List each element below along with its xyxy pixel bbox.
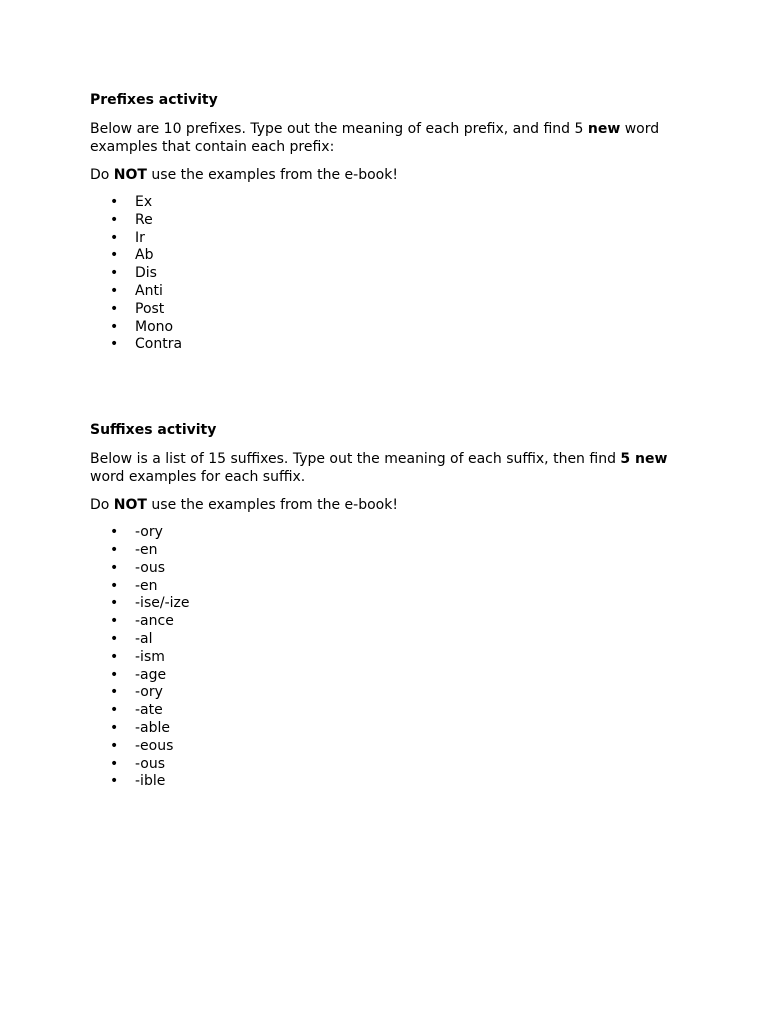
bullet-icon: • [110, 194, 119, 210]
suffixes-note [90, 496, 680, 514]
list-item [90, 702, 680, 720]
list-item [90, 212, 680, 230]
list-item [90, 649, 680, 667]
bullet-icon: • [110, 265, 119, 282]
bullet-icon: • [110, 719, 119, 736]
list-item-text: -ance [135, 613, 174, 630]
list-item [90, 684, 680, 702]
list-item-text: -ous [135, 559, 166, 576]
bullet-icon: • [110, 755, 119, 772]
list-item [90, 720, 680, 738]
prefixes-intro-text-2: word examples that contain each prefix: [90, 121, 660, 155]
list-item [90, 194, 680, 212]
document-page [90, 91, 680, 791]
list-item-text: Ex [135, 194, 153, 210]
list-item [90, 631, 680, 649]
list-item [90, 301, 680, 319]
bullet-icon: • [110, 666, 119, 683]
list-item-text: Anti [135, 282, 163, 299]
list-item-text: Re [135, 211, 153, 228]
suffixes-intro-text-2: word examples for each suffix. [90, 469, 306, 486]
prefixes-list [90, 194, 680, 354]
bullet-icon: • [110, 524, 119, 541]
prefixes-note-text-1: Do [90, 167, 114, 183]
suffixes-note-text-2: use the examples from the e-book! [146, 497, 398, 514]
list-item [90, 560, 680, 578]
list-item-text: Contra [135, 336, 183, 353]
bullet-icon: • [110, 336, 119, 353]
list-item-text: -ate [135, 702, 163, 719]
list-item [90, 578, 680, 596]
list-item [90, 230, 680, 248]
list-item [90, 613, 680, 631]
suffixes-note-text-1: Do [90, 497, 114, 514]
bullet-icon: • [110, 318, 119, 335]
prefixes-intro [90, 120, 680, 156]
bullet-icon: • [110, 229, 119, 246]
list-item-text: -ible [135, 773, 166, 790]
bullet-icon: • [110, 737, 119, 754]
bullet-icon: • [110, 300, 119, 317]
suffixes-intro-text-1: Below is a list of 15 suffixes. Type out the meaning of each suffix, then find [90, 451, 621, 468]
list-item-text: -eous [135, 737, 174, 754]
list-item [90, 595, 680, 613]
suffixes-list [90, 524, 680, 791]
prefixes-note-text-2: use the examples from the e-book! [146, 167, 398, 183]
list-item [90, 756, 680, 774]
bullet-icon: • [110, 684, 119, 701]
list-item-text: -ory [135, 524, 163, 541]
prefixes-heading: Prefixes activity [90, 92, 218, 108]
list-item-text: Mono [135, 318, 174, 335]
bullet-icon: • [110, 702, 119, 719]
list-item [90, 247, 680, 265]
suffixes-intro [90, 450, 680, 486]
list-item [90, 773, 680, 791]
list-item-text: Dis [135, 265, 157, 282]
bullet-icon: • [110, 648, 119, 665]
bullet-icon: • [110, 541, 119, 558]
bullet-icon: • [110, 282, 119, 299]
list-item [90, 542, 680, 560]
suffixes-heading: Suffixes activity [90, 422, 217, 439]
bullet-icon: • [110, 630, 119, 647]
suffixes-note-bold: NOT [113, 497, 147, 514]
bullet-icon: • [110, 773, 119, 790]
list-item [90, 283, 680, 301]
list-item [90, 319, 680, 337]
list-item-text: -en [135, 541, 158, 558]
list-item-text: -ory [135, 684, 163, 701]
list-item [90, 738, 680, 756]
prefixes-note [90, 166, 680, 184]
prefixes-intro-text-1: Below are 10 prefixes. Type out the meaning of each prefix, and find 5 [90, 121, 588, 137]
list-item-text: -en [135, 577, 158, 594]
list-item [90, 667, 680, 685]
list-item-text: -ise/-ize [135, 595, 190, 612]
list-item-text: -able [135, 719, 171, 736]
list-item-text: -age [135, 666, 167, 683]
bullet-icon: • [110, 613, 119, 630]
bullet-icon: • [110, 559, 119, 576]
bullet-icon: • [110, 247, 119, 264]
suffixes-intro-bold: 5 new [620, 451, 668, 468]
list-item-text: -al [135, 630, 153, 647]
list-item [90, 265, 680, 283]
bullet-icon: • [110, 211, 119, 228]
prefixes-intro-bold: new [587, 121, 621, 137]
prefixes-note-bold: NOT [113, 167, 147, 183]
list-item-text: Ab [135, 247, 154, 264]
list-item-text: -ous [135, 755, 166, 772]
section-spacer [90, 354, 680, 421]
list-item [90, 336, 680, 354]
list-item [90, 524, 680, 542]
list-item-text: Ir [135, 229, 145, 246]
list-item-text: -ism [135, 648, 165, 665]
bullet-icon: • [110, 595, 119, 612]
list-item-text: Post [135, 300, 165, 317]
bullet-icon: • [110, 577, 119, 594]
